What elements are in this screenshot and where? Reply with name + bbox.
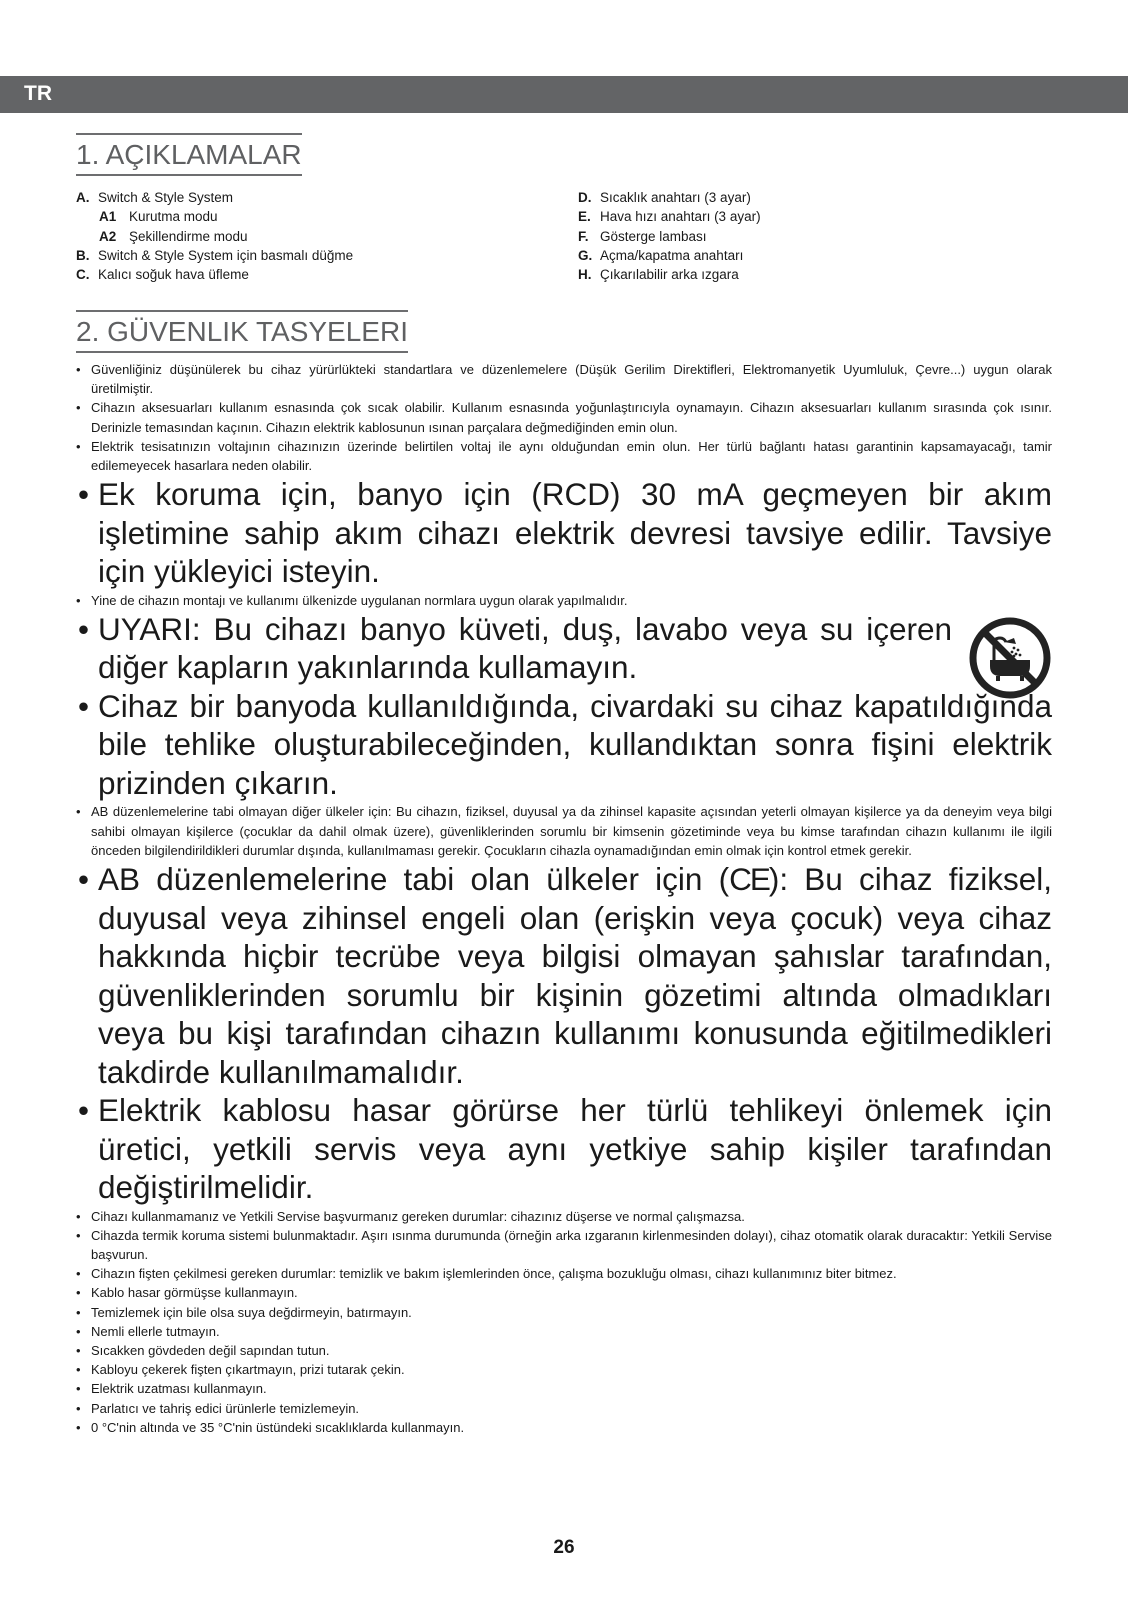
safety-list-tail [76,1207,1052,1437]
description-item: D. Sıcaklık anahtarı (3 ayar) [578,190,751,205]
safety-item: • Temizlemek için bile olsa suya değdirmeyin, batırmayın. [76,1303,1052,1322]
safety-item: • Yine de cihazın montajı ve kullanımı ülkenizde uygulanan normlara uygun olarak yapılmalıdır. [76,591,1052,610]
description-item: H. Çıkarılabilir arka ızgara [578,267,739,283]
no-bathtub-shower-icon [968,616,1052,700]
section-title-safety: 2. GÜVENLIK TASYELERI [76,310,408,353]
ce-mark-icon: CE [729,861,769,898]
description-item: B. Switch & Style System için basmalı düğme [76,247,354,263]
safety-item: • Sıcakken gövdeden değil sapından tutun. [76,1341,1052,1360]
description-subitem: A1 Kurutma modu [99,209,218,225]
safety-item: • AB düzenlemelerine tabi olmayan diğer ülkeler için: Bu cihazın, fiziksel, duyusal ya da zihinsel kapasite açısından yeterli olmayan kişilerce ya da deneyim veya bilgi sahibi olmayan kişilerce (çocuklar da dahil olmak üzere), güvenliklerinden sorumlu bir kimsenin gözetiminde veya bu kimse tarafından cihazın kullanımı ile ilgili önceden bilgilendirildikleri durumlar dışında, kullanılmaması gerekir. Çocukların cihazla oynamadığından emin olmak için kontrol etmek gerekir. [76,802,1052,860]
description-subitem: A2 Şekillendirme modu [99,228,248,244]
safety-item: • Elektrik tesisatınızın voltajının cihazınızın üzerinde belirtilen voltaj ile aynı olduğundan emin olun. Her türlü bağlantı hatası garantinin kapsamayacağı, tamir edilemeyecek hasarlara neden olabilir. [76,437,1052,475]
safety-item: • Güvenliğiniz düşünülerek bu cihaz yürürlükteki standartlara ve düzenlemelere (Düşük Gerilim Direktifleri, Elektromanyetik Uyumluluk, Çevre...) uygun olarak üretilmiştir. [76,360,1052,398]
language-code: TR [24,82,52,105]
description-list-left [76,188,536,284]
warning-item: • UYARI: Bu cihazı banyo küveti, duş, lavabo veya su içeren diğer kapların yakınlarında kullamayın. [76,610,1052,687]
safety-item: • Kabloyu çekerek fişten çıkartmayın, prizi tutarak çekin. [76,1360,1052,1379]
safety-item-emphasis: • AB düzenlemelerine tabi olan ülkeler için (CE): Bu cihaz fiziksel, duyusal veya zihinsel engeli olan (erişkin veya çocuk) veya cihaz hakkında hiçbir tecrübe veya bilgisi olmayan şahıslar tarafından, güvenliklerinden sorumlu bir kişinin gözetimi altında olmadıkları veya bu kişi tarafından cihazın kullanımı konusunda eğitilmedikleri takdirde kullanılmamalıdır. [76,860,1052,1091]
description-item: G. Açma/kapatma anahtarı [578,247,744,263]
safety-list-small [76,802,1052,860]
safety-item: • Nemli ellerle tutmayın. [76,1322,1052,1341]
safety-item: • Cihazın fişten çekilmesi gereken durumlar: temizlik ve bakım işlemlerinden önce, çalışma bozukluğu olması, cihazı kullanımınız biter bitmez. [76,1264,1052,1283]
language-bar [0,76,1128,113]
section-title-descriptions: 1. AÇIKLAMALAR [76,133,302,176]
safety-item: • 0 °C'nin altında ve 35 °C'nin üstündeki sıcaklıklarda kullanmayın. [76,1418,1052,1437]
safety-item: • Elektrik uzatması kullanmayın. [76,1379,1052,1398]
safety-list-large [76,475,1052,591]
warning-item: • Cihaz bir banyoda kullanıldığında, civardaki su cihaz kapatıldığında bile tehlike oluşturabileceğinden, kullandıktan sonra fişini elektrik prizinden çıkarın. [76,687,1052,803]
safety-list-small [76,591,1052,610]
description-item: A. Switch & Style System [76,190,234,205]
safety-item: • Cihazın aksesuarları kullanım esnasında çok sıcak olabilir. Kullanım esnasında yoğunlaştırıcıyla oynamayın. Cihazın aksesuarları kullanım sırasında çok ısınır. Derinizle temasından kaçının. Cihazın elektrik kablosunun ısınan parçalara değmediğinden emin olun. [76,398,1052,436]
safety-list-large [76,610,1052,803]
page-number: 26 [553,1537,575,1558]
safety-item: • Parlatıcı ve tahriş edici ürünlerle temizlemeyin. [76,1399,1052,1418]
description-item: F. Gösterge lambası [578,228,707,244]
safety-item: • Kablo hasar görmüşse kullanmayın. [76,1283,1052,1302]
safety-item-emphasis: • Ek koruma için, banyo için (RCD) 30 mA geçmeyen bir akım işletimine sahip akım cihazı elektrik devresi tavsiye edilir. Tavsiye için yükleyici isteyin. [76,475,1052,591]
description-item: E. Hava hızı anahtarı (3 ayar) [578,209,761,225]
safety-item-emphasis: • Elektrik kablosu hasar görürse her türlü tehlikeyi önlemek için üretici, yetkili servis veya aynı yetkiye sahip kişiler tarafından değiştirilmelidir. [76,1091,1052,1207]
safety-item: • Cihazda termik koruma sistemi bulunmaktadır. Aşırı ısınma durumunda (örneğin arka ızgaranın kirlenmesinden dolayı), cihaz otomatik olarak duracaktır: Yetkili Servise başvurun. [76,1226,1052,1264]
safety-list-large [76,860,1052,1207]
description-list-right [578,188,1038,284]
safety-list-small [76,360,1052,475]
description-item: C. Kalıcı soğuk hava üfleme [76,267,249,283]
warning-block [76,610,1052,803]
safety-item: • Cihazı kullanmamanız ve Yetkili Servise başvurmanız gereken durumlar: cihazınız düşerse ve normal çalışmazsa. [76,1207,1052,1226]
safety-content [76,360,1052,1437]
